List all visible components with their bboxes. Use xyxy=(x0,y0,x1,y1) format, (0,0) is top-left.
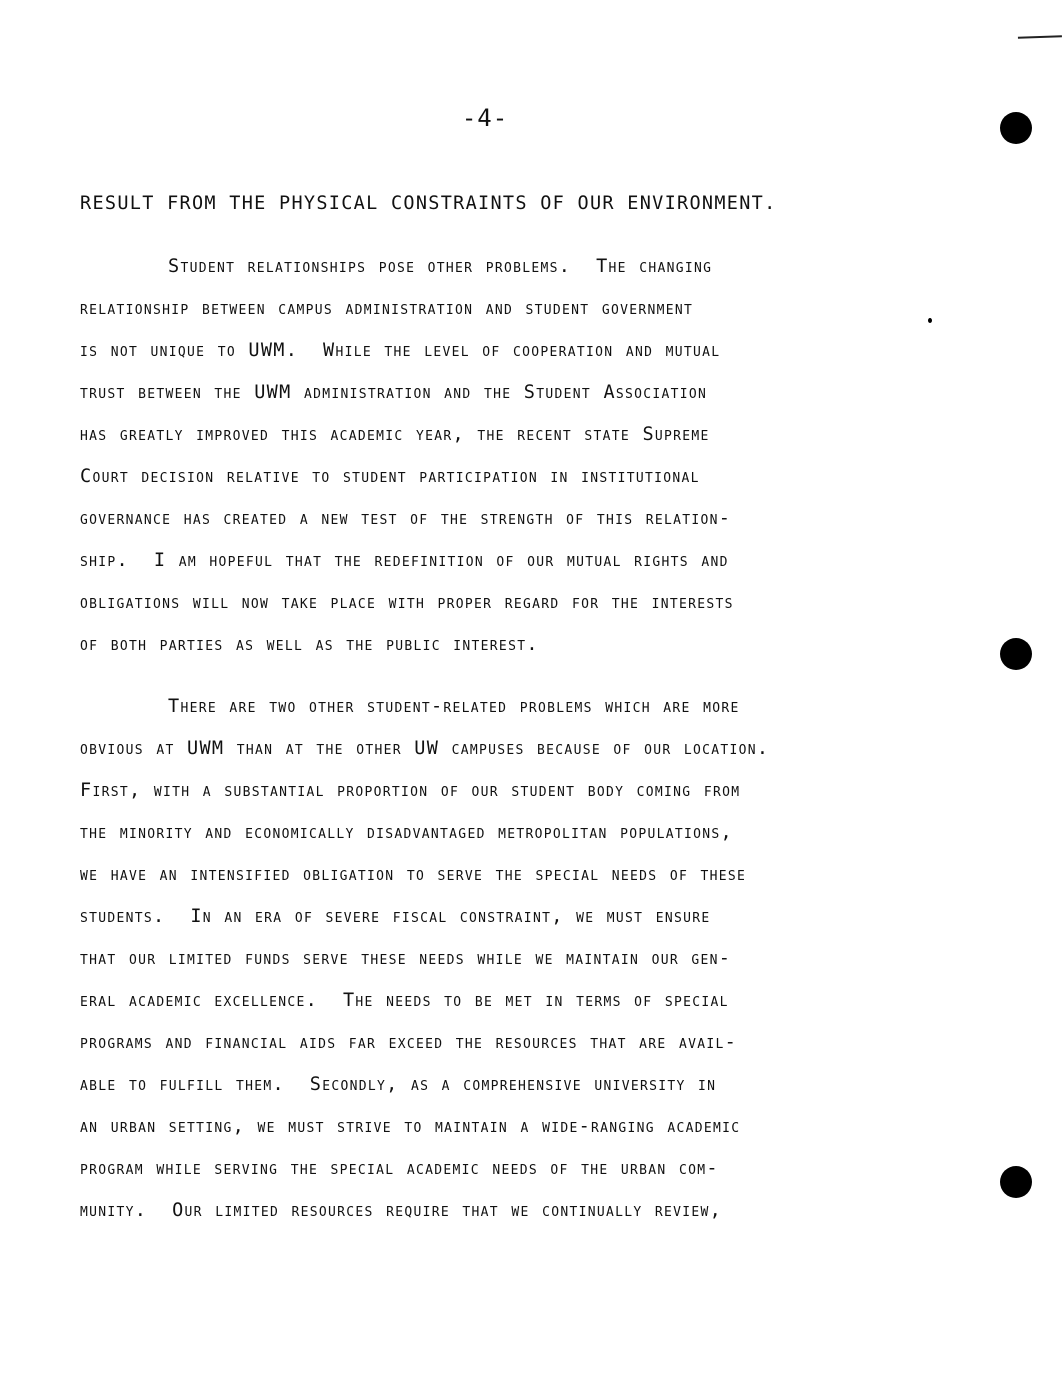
text-line: RESULT FROM THE PHYSICAL CONSTRAINTS OF OUR ENVIRONMENT. xyxy=(80,193,777,214)
text-line: the minority and economically disadvantaged metropolitan populations, xyxy=(80,822,733,843)
text-line: program while serving the special academic needs of the urban com- xyxy=(80,1158,719,1179)
punch-hole xyxy=(1000,112,1032,144)
page-edge-mark xyxy=(1018,35,1062,43)
text-line: an urban setting, we must strive to maintain a wide-ranging academic xyxy=(80,1116,741,1137)
text-line: obligations will now take place with proper regard for the interests xyxy=(80,592,734,613)
text-line: trust between the UWM administration and the Student Association xyxy=(80,382,708,403)
punch-hole xyxy=(1000,1166,1032,1198)
text-line: First, with a substantial proportion of our student body coming from xyxy=(80,780,741,801)
text-line: able to fulfill them. Secondly, as a comprehensive university in xyxy=(80,1074,717,1095)
text-line: of both parties as well as the public interest. xyxy=(80,634,539,655)
text-line: has greatly improved this academic year, the recent state Supreme xyxy=(80,424,710,445)
stray-mark xyxy=(928,318,932,323)
text-line: governance has created a new test of the strength of this relation- xyxy=(80,508,732,529)
text-line: is not unique to UWM. While the level of cooperation and mutual xyxy=(80,340,721,361)
text-line: relationship between campus administration and student government xyxy=(80,298,694,319)
text-line: obvious at UWM than at the other UW campuses because of our location. xyxy=(80,738,770,759)
text-line: students. In an era of severe fiscal constraint, we must ensure xyxy=(80,906,711,927)
text-line: eral academic excellence. The needs to be met in terms of special xyxy=(80,990,729,1011)
text-line: munity. Our limited resources require that we continually review, xyxy=(80,1200,723,1221)
punch-hole xyxy=(1000,638,1032,670)
page-number: -4- xyxy=(461,104,509,132)
text-line: we have an intensified obligation to serve the special needs of these xyxy=(80,864,747,885)
text-line: programs and financial aids far exceed the resources that are avail- xyxy=(80,1032,738,1053)
text-line: There are two other student-related problems which are more xyxy=(168,696,740,717)
text-line: that our limited funds serve these needs while we maintain our gen- xyxy=(80,948,732,969)
text-line: ship. I am hopeful that the redefinition of our mutual rights and xyxy=(80,550,729,571)
text-line: Student relationships pose other problems. The changing xyxy=(168,256,713,277)
text-line: Court decision relative to student participation in institutional xyxy=(80,466,700,487)
